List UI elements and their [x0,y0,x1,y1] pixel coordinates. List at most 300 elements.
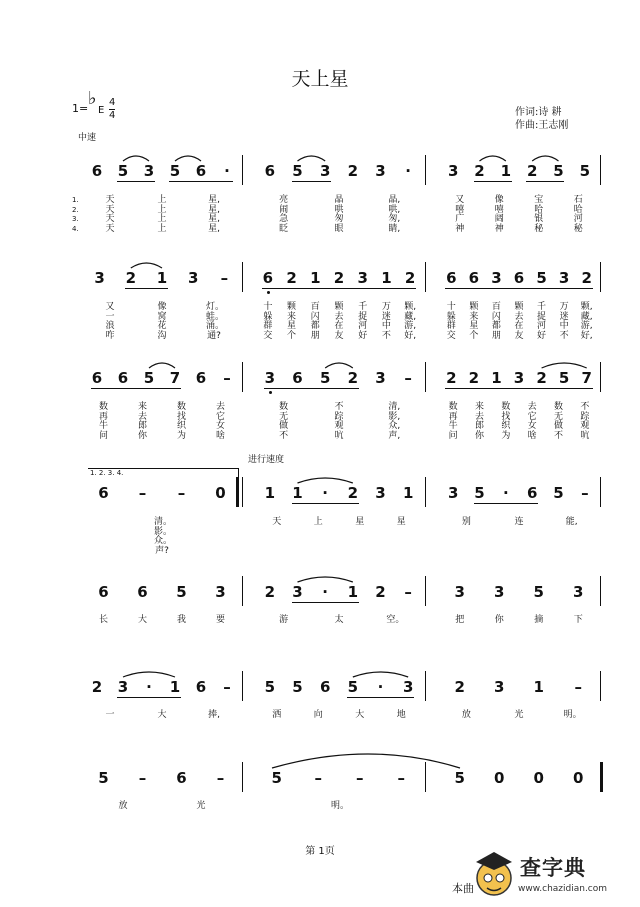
lyric-char: 向 [313,710,323,720]
jianpu-note: 7 [169,369,181,387]
jianpu-note: 6 [262,269,274,287]
lyric-char: 星 [469,321,479,331]
jianpu-note: 3 [375,162,386,180]
lyric-char: 哄, [388,204,401,215]
lyric-char: 中 [381,321,391,331]
jianpu-note: 5 [98,769,109,787]
jianpu-note: 5 [579,162,591,180]
jianpu-note: 3 [454,583,465,601]
lyric-char: 天 [105,214,115,224]
jianpu-note: 1 [533,678,544,696]
lyric-char: 大 [355,710,365,720]
lyric-char: 数 [176,402,186,412]
lyric-char: 众, [388,421,401,431]
dash-extension: – [404,369,412,387]
dot-augmentation: · [377,678,384,696]
jianpu-note: 3 [491,269,502,287]
jianpu-note: 5 [117,162,129,180]
lyric-char: 天 [105,223,115,234]
lyric-char: 不 [559,330,569,341]
lyric-char: 明。 [563,710,582,720]
lyric-char: 好 [358,330,368,341]
dash-extension: – [216,769,225,787]
jianpu-note: 6 [98,484,109,502]
jianpu-note: 3 [264,369,276,387]
lyric-char: 中 [559,321,569,331]
lyric-char: 去 [474,411,484,422]
dot-augmentation: · [322,583,328,601]
lyric-char: 啥 [215,430,225,441]
dash-extension: – [223,678,231,696]
lyric-char: 数 [553,402,563,412]
lyric-char: 不 [553,430,563,441]
lyric-char: 影。 [154,526,173,537]
jianpu-note: 3 [494,678,505,696]
jianpu-note: 2 [264,583,276,601]
lyric-char: 颗 [514,302,524,312]
lyric-char: 上 [157,195,167,205]
lyric-char: 河 [573,214,583,224]
lyric-char: 天 [105,204,115,215]
dash-extension: – [574,678,582,696]
jianpu-note: 3 [143,162,155,180]
lyric-char: 大 [157,710,167,720]
lyric-char: 交 [263,330,273,341]
dash-extension: – [138,769,147,787]
jianpu-note: 2 [347,162,359,180]
lyric-char: 清, [388,402,401,412]
lyric-char: 都 [310,321,320,331]
jianpu-note: 3 [215,583,226,601]
jianpu-note: 2 [404,269,416,287]
lyric-char: 上 [313,517,323,527]
dot-augmentation: · [502,484,509,502]
jianpu-note: 6 [513,269,525,287]
lyric-char: 去 [334,311,344,322]
jianpu-note: 1 [402,484,414,502]
lyric-char: 一 [105,710,115,720]
lyric-char: 哄 [334,204,344,215]
jianpu-note: 3 [494,583,505,601]
song-title: 天上星 [291,68,349,90]
lyric-char: 颗 [287,302,297,312]
lyric-char: 女 [215,421,225,431]
lyric-char: 百 [491,302,501,312]
lyric-char: 万 [559,302,569,312]
lyric-char: 睛, [388,223,401,234]
lyric-char: 好, [580,330,593,341]
lyric-char: 朋 [491,330,501,341]
lyric-char: 做 [279,421,289,431]
tempo-change-marking: 进行速度 [248,455,285,465]
lyric-char: 宝 [534,195,544,205]
jianpu-note: 2 [91,678,103,696]
lyric-char: 百 [310,302,320,312]
lyric-char: 声, [388,430,401,441]
jianpu-note: 3 [375,484,386,502]
lyric-char: 牛 [98,421,108,431]
lyric-char: 找 [501,411,511,422]
lyric-char: 都 [491,321,501,331]
lyric-char: 不 [279,430,289,441]
lyric-char: 把 [455,615,465,625]
lyric-char: 颗 [469,302,479,312]
lyric-char: 闪 [491,311,501,322]
jianpu-note: 6 [446,269,457,287]
jianpu-note: 5 [319,369,331,387]
jianpu-note: 6 [468,269,480,287]
jianpu-note: 7 [581,369,592,387]
lyricist-credit: 作词:诗 耕 [515,107,562,118]
lyric-char: 哈 [534,204,544,215]
jianpu-note: 2 [286,269,297,287]
jianpu-note: 6 [98,583,109,601]
lyric-char: 十 [263,302,273,312]
lyric-char: 去 [215,402,225,412]
lyric-char: 能, [565,517,578,527]
jianpu-note: 2 [446,369,457,387]
lyric-char: 千 [537,302,547,312]
lyric-char: 游 [279,615,289,625]
lyric-char: 上 [157,204,167,215]
dot-augmentation: · [146,678,152,696]
jianpu-note: 6 [292,369,303,387]
dash-extension: – [356,769,364,787]
lyric-char: 星, [208,223,220,234]
lyric-char: 游, [404,321,417,331]
lyric-char: 颗, [404,302,417,312]
lyric-char: 吭 [334,430,344,441]
lyric-char: 你 [137,430,147,441]
composer-credit: 作曲:王志刚 [515,120,569,131]
lyric-char: 影, [388,411,401,422]
lyric-char: 无 [553,411,563,422]
lyric-char: 别 [461,517,471,527]
jianpu-note: 1 [310,269,321,287]
lyric-char: 郎 [137,421,147,431]
lyric-char: 千 [358,302,368,312]
lyric-char: 牛 [448,421,458,431]
lyric-char: 要 [215,615,225,625]
dash-extension: – [581,484,589,502]
lyric-char: 观 [334,421,344,431]
lyric-char: 石 [573,195,583,205]
lyric-char: 蛙。 [206,311,225,322]
jianpu-note: 2 [375,583,386,601]
lyric-char: 又 [105,302,115,312]
lyric-char: 友 [334,330,344,341]
jianpu-note: 6 [91,162,103,180]
lyric-char: 找 [176,411,186,422]
lyric-char: 太 [334,615,344,625]
dash-extension: – [397,769,405,787]
lyric-char: 声? [155,545,169,556]
lyric-char: 浪 [105,321,115,331]
lyric-char: 做 [553,421,563,431]
lyric-char: 河 [358,321,368,331]
jianpu-note: 6 [176,769,187,787]
jianpu-note: 5 [176,583,187,601]
lyric-char: 沟 [157,330,167,341]
dot-augmentation: · [224,162,230,180]
lyric-char: 躲 [263,311,273,322]
jianpu-note: 6 [195,369,207,387]
jianpu-note: 5 [553,162,564,180]
lyric-char: 不 [381,330,391,341]
jianpu-note: 1 [500,162,512,180]
lyric-char: 捉 [358,311,368,322]
jianpu-note: 5 [558,369,570,387]
lyric-char: 广 [455,214,465,224]
lyric-char: 不 [334,402,344,412]
lyric-char: 神 [494,223,504,234]
lyric-char: 问 [98,430,108,441]
jianpu-note: 5 [271,769,282,787]
lyric-char: 星 [396,517,406,527]
lyric-char: 光 [514,710,524,720]
volta-label: 1. 2. 3. 4. [90,469,124,477]
lyric-char: 嘻 [494,204,504,215]
lyric-char: 星, [208,214,220,224]
lyric-char: 观 [580,421,590,431]
lyric-char: 秘 [573,223,583,234]
lyric-char: 匆, [388,214,401,224]
jianpu-note: 5 [536,269,547,287]
lyric-char: 藏, [404,311,417,322]
lyric-char: 咋 [105,330,115,341]
jianpu-note: 0 [215,484,226,502]
jianpu-note: 6 [195,162,207,180]
jianpu-note: 1 [381,269,392,287]
verse-number: 1. [72,196,79,204]
lyric-char: 闪 [310,311,320,322]
jianpu-note: 3 [513,369,525,387]
jianpu-note: 5 [292,162,303,180]
jianpu-note: 2 [125,269,137,287]
watermark-site-name: 查字典 [520,856,586,880]
lyric-char: 数 [448,402,458,412]
lyric-char: 匆 [334,214,344,224]
lyric-char: 阔 [494,214,504,224]
page-number: 第 1页 [305,846,335,857]
jianpu-note: 6 [117,369,129,387]
lyric-char: 摘 [534,615,544,625]
tempo-marking: 中速 [78,133,97,143]
lyric-char: 来 [287,311,297,322]
lyric-char: 像 [494,195,504,205]
jianpu-note: 5 [169,162,181,180]
lyric-char: 众。 [154,536,173,546]
jianpu-note: 3 [447,484,459,502]
lyric-char: 花 [157,321,167,331]
lyric-char: 灯。 [206,302,225,312]
lyric-char: 颗 [334,302,344,312]
watermark-url: www.chazidian.com [518,884,608,894]
lyric-char: 河 [537,321,547,331]
lyric-char: 洒 [272,710,282,720]
lyric-char: 不 [580,402,590,412]
lyric-char: 秘 [534,223,544,234]
lyric-char: 上 [157,214,167,224]
lyric-char: 上 [157,223,167,234]
lyric-char: 银 [534,214,544,224]
dot-augmentation: · [405,162,411,180]
jianpu-note: 2 [468,369,480,387]
jianpu-note: 2 [454,678,465,696]
jianpu-note: 3 [447,162,459,180]
verse-number: 3. [72,215,79,223]
jianpu-note: 2 [347,369,359,387]
lyric-char: 友 [514,330,524,341]
time-signature-bottom: 4 [109,110,116,121]
lyric-char: 神 [455,223,465,234]
jianpu-note: 5 [533,583,544,601]
lyric-char: 来 [469,311,479,322]
lyric-char: 捧, [208,710,220,720]
lyric-char: 晶 [334,195,344,205]
lyric-char: 万 [381,302,391,312]
jianpu-note: 3 [375,369,386,387]
lyric-char: 来 [137,402,147,412]
key-prefix: 1= [72,102,89,115]
jianpu-note: 2 [581,269,592,287]
key-note: E [98,105,105,116]
lyric-char: 哈 [573,204,583,215]
lyric-char: 无 [279,411,289,422]
lyric-char: 数 [501,402,511,412]
lyric-char: 亮 [279,195,289,205]
jianpu-note: 3 [319,162,331,180]
jianpu-note: 6 [91,369,103,387]
lyric-char: 星, [208,204,220,215]
jianpu-note: 5 [553,484,564,502]
jianpu-note: 5 [143,369,155,387]
lyric-char: 晶, [388,195,401,205]
lyric-char: 去 [514,311,524,322]
lyric-char: 地 [396,710,406,720]
lyric-char: 为 [176,430,186,441]
publisher-fragment: 本曲 [452,882,474,895]
lyric-char: 织 [501,421,511,431]
lyric-char: 星, [208,195,220,205]
lyric-char: 朋 [310,330,320,341]
lyric-char: 闹 [279,204,289,215]
lyric-char: 躲 [446,311,456,322]
lyric-char: 去 [137,411,147,422]
lyric-char: 织 [176,421,186,431]
jianpu-note: 2 [526,162,538,180]
lyric-char: 捉 [537,311,547,322]
lyric-char: 光 [196,801,206,811]
jianpu-note: 5 [474,484,485,502]
lyric-char: 嘻 [455,204,465,215]
lyric-char: 它 [215,411,225,422]
jianpu-note: 1 [292,484,303,502]
time-signature-top: 4 [109,97,116,108]
jianpu-note: 3 [292,583,303,601]
jianpu-note: 2 [474,162,485,180]
jianpu-note: 3 [357,269,368,287]
lyric-char: 藏, [580,311,593,322]
lyric-char: 在 [334,321,344,331]
jianpu-note: 3 [94,269,105,287]
lyric-char: 群 [263,321,273,331]
dash-extension: – [177,484,186,502]
lyric-char: 你 [494,615,504,625]
dash-extension: – [404,583,412,601]
lyric-char: 长 [98,615,108,625]
lyric-char: 通? [207,330,221,341]
lyric-char: 眼 [334,223,344,234]
dash-extension: – [223,369,231,387]
jianpu-note: 2 [333,269,345,287]
jianpu-note: 6 [137,583,148,601]
jianpu-note: 1 [264,484,276,502]
lyric-char: 再 [448,411,458,422]
lyric-char: 又 [455,195,465,205]
lyric-char: 数 [279,402,289,412]
lyric-char: 星 [355,517,365,527]
jianpu-note: 0 [533,769,544,787]
jianpu-note: 2 [347,484,359,502]
lyric-char: 连 [514,517,524,527]
dash-extension: – [138,484,147,502]
lyric-char: 踪 [334,411,344,422]
jianpu-note: 6 [526,484,538,502]
lyric-char: 像 [157,302,167,312]
lyric-char: 来 [474,402,484,412]
lyric-char: 女 [527,421,537,431]
lyric-char: 迷 [559,311,569,322]
jianpu-note: 5 [347,678,359,696]
jianpu-note: 1 [169,678,181,696]
jianpu-note: 6 [264,162,276,180]
lyric-char: 放 [118,801,128,811]
dash-extension: – [220,269,229,287]
lyric-char: 清。 [154,517,173,527]
lyric-char: 明。 [331,801,350,811]
jianpu-note: 6 [319,678,331,696]
jianpu-note: 0 [573,769,584,787]
lyric-char: 游, [580,321,593,331]
lyric-char: 个 [287,330,297,341]
lyric-char: 问 [448,430,458,441]
lyric-char: 眨 [279,223,289,234]
jianpu-note: 5 [264,678,276,696]
lyric-char: 好, [404,330,417,341]
lyric-char: 踪 [580,411,590,422]
lyric-char: 再 [98,411,108,422]
lyric-char: 涌。 [206,321,225,331]
lyric-char: 它 [527,411,537,422]
lyric-char: 去 [527,402,537,412]
lyric-char: 个 [469,330,479,341]
jianpu-note: 5 [292,678,303,696]
lyric-char: 迷 [381,311,391,322]
lyric-char: 吭 [580,430,590,441]
verse-number: 2. [72,205,79,214]
jianpu-note: 0 [494,769,505,787]
lyric-char: 大 [137,615,147,625]
jianpu-note: 1 [347,583,359,601]
lyric-char: 一 [105,311,115,322]
jianpu-note: 6 [195,678,207,696]
lyric-char: 下 [573,615,583,625]
lyric-char: 为 [501,430,511,441]
lyric-char: 天 [272,517,282,527]
lyric-char: 啥 [527,430,537,441]
lyric-char: 放 [461,710,471,720]
